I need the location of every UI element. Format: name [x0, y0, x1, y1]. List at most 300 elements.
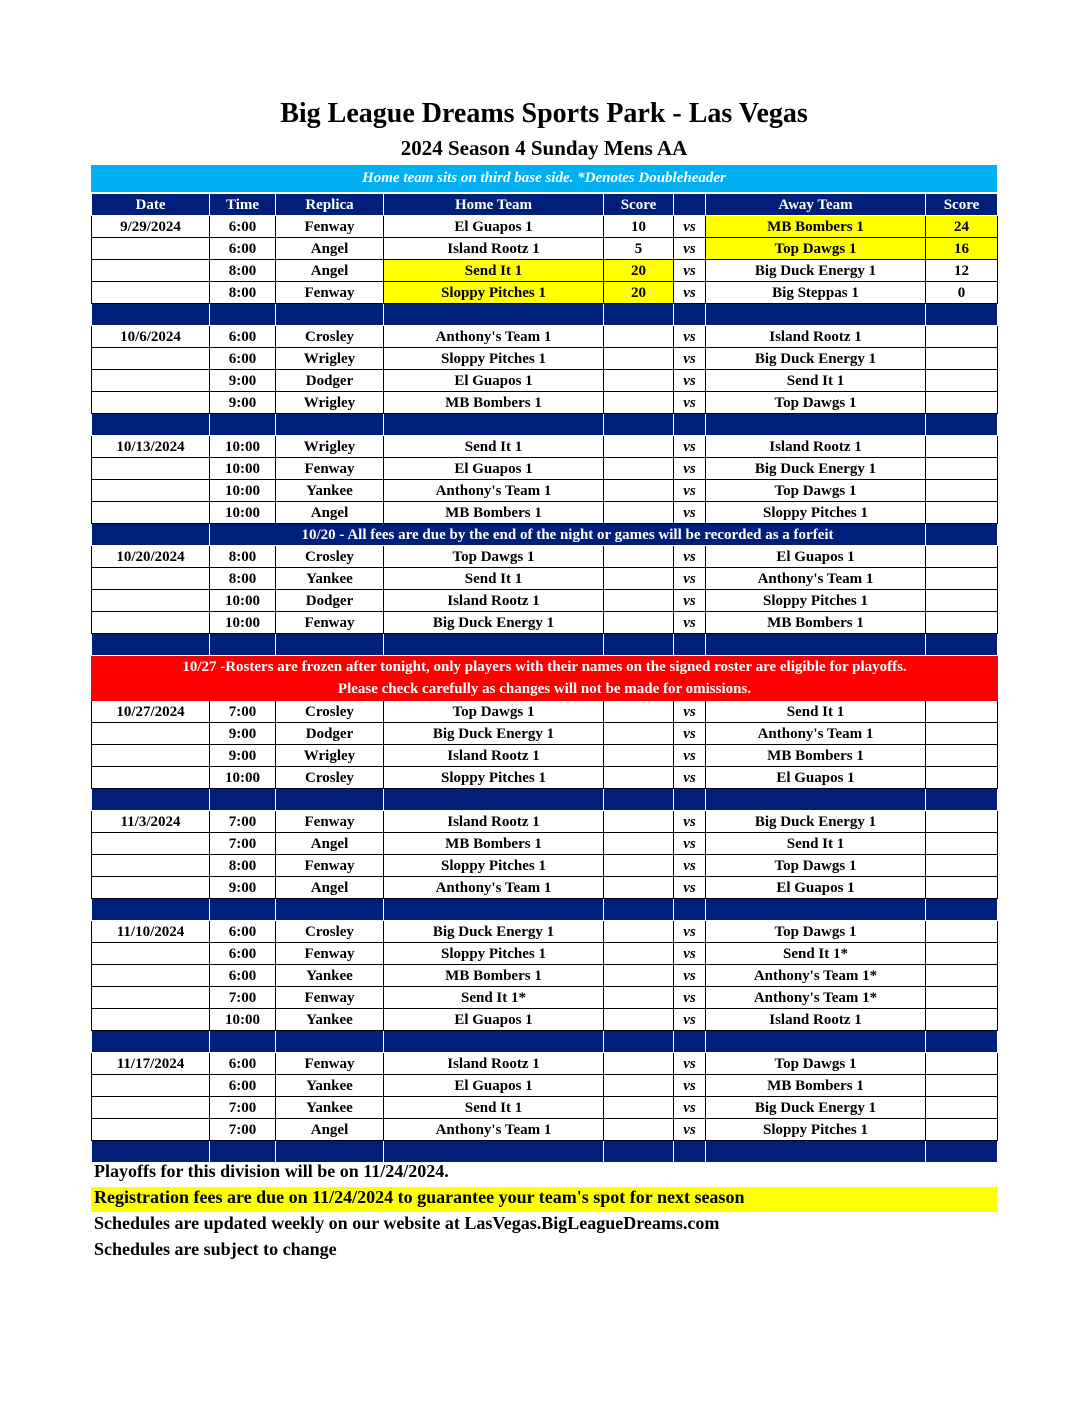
away-score: 12: [926, 260, 998, 282]
game-row: [92, 1119, 998, 1141]
separator-cell: [384, 789, 604, 811]
vs-label: vs: [674, 877, 706, 899]
col-date: Date: [92, 194, 210, 216]
vs-label: vs: [674, 1119, 706, 1141]
col-time: Time: [210, 194, 276, 216]
page-title: Big League Dreams Sports Park - Las Vegas: [280, 98, 808, 129]
home-team: Send It 1: [384, 260, 604, 282]
away-score: [926, 745, 998, 767]
field-replica: Fenway: [276, 458, 384, 480]
game-time: 10:00: [210, 502, 276, 524]
vs-label: vs: [674, 480, 706, 502]
alert-line-2: Please check carefully as changes will not be made for omissions.: [337, 681, 752, 697]
vs-label: vs: [674, 546, 706, 568]
game-date: [92, 767, 210, 789]
game-row: [92, 370, 998, 392]
home-team: El Guapos 1: [384, 216, 604, 238]
field-replica: Wrigley: [276, 745, 384, 767]
away-team: Island Rootz 1: [706, 326, 926, 348]
game-row: [92, 1097, 998, 1119]
separator-cell: [926, 899, 998, 921]
home-team: MB Bombers 1: [384, 502, 604, 524]
separator-cell: [604, 899, 674, 921]
game-date: [92, 855, 210, 877]
schedule-table: [91, 193, 998, 1163]
away-score: [926, 480, 998, 502]
col-home-team: Home Team: [384, 194, 604, 216]
separator-cell: [674, 789, 706, 811]
week-separator: [92, 634, 998, 656]
vs-label: vs: [674, 436, 706, 458]
away-score: [926, 612, 998, 634]
separator-cell: [276, 789, 384, 811]
game-row: [92, 568, 998, 590]
away-score: [926, 767, 998, 789]
game-time: 9:00: [210, 877, 276, 899]
separator-cell: [276, 304, 384, 326]
home-score: [604, 436, 674, 458]
home-score: 5: [604, 238, 674, 260]
vs-label: vs: [674, 1075, 706, 1097]
separator-cell: [706, 1031, 926, 1053]
separator-cell: [210, 1031, 276, 1053]
game-date: 10/13/2024: [92, 436, 210, 458]
banner-spacer: [92, 524, 210, 546]
game-time: 10:00: [210, 480, 276, 502]
away-team: Anthony's Team 1: [706, 723, 926, 745]
vs-label: vs: [674, 811, 706, 833]
game-date: 10/27/2024: [92, 701, 210, 723]
away-team: Top Dawgs 1: [706, 392, 926, 414]
game-date: 11/10/2024: [92, 921, 210, 943]
home-score: [604, 987, 674, 1009]
separator-cell: [926, 304, 998, 326]
vs-label: vs: [674, 370, 706, 392]
home-team: Island Rootz 1: [384, 590, 604, 612]
field-replica: Yankee: [276, 965, 384, 987]
home-team: Top Dawgs 1: [384, 701, 604, 723]
game-date: [92, 480, 210, 502]
game-time: 7:00: [210, 1097, 276, 1119]
game-row: [92, 590, 998, 612]
game-date: 11/3/2024: [92, 811, 210, 833]
away-team: Big Duck Energy 1: [706, 811, 926, 833]
game-date: [92, 392, 210, 414]
away-team: Send It 1: [706, 701, 926, 723]
game-row: [92, 943, 998, 965]
home-team: Island Rootz 1: [384, 811, 604, 833]
game-time: 8:00: [210, 568, 276, 590]
game-row: [92, 745, 998, 767]
home-score: [604, 502, 674, 524]
week-separator: [92, 414, 998, 436]
field-replica: Fenway: [276, 811, 384, 833]
banner-text: 10/20 - All fees are due by the end of the night or games will be recorded as a forfeit: [210, 524, 926, 546]
separator-cell: [674, 414, 706, 436]
game-row: [92, 502, 998, 524]
field-replica: Fenway: [276, 216, 384, 238]
away-score: [926, 1119, 998, 1141]
away-team: Sloppy Pitches 1: [706, 1119, 926, 1141]
home-team: El Guapos 1: [384, 370, 604, 392]
away-team: Top Dawgs 1: [706, 921, 926, 943]
separator-cell: [604, 414, 674, 436]
away-score: [926, 701, 998, 723]
week-separator: [92, 304, 998, 326]
home-score: [604, 811, 674, 833]
game-time: 10:00: [210, 458, 276, 480]
home-score: [604, 1097, 674, 1119]
away-team: Big Duck Energy 1: [706, 260, 926, 282]
field-replica: Angel: [276, 502, 384, 524]
game-row: [92, 458, 998, 480]
away-score: [926, 436, 998, 458]
game-time: 9:00: [210, 392, 276, 414]
page-subtitle: 2024 Season 4 Sunday Mens AA: [400, 136, 688, 160]
game-time: 10:00: [210, 612, 276, 634]
game-row: [92, 348, 998, 370]
game-time: 8:00: [210, 855, 276, 877]
away-score: [926, 1053, 998, 1075]
game-time: 10:00: [210, 767, 276, 789]
game-date: [92, 590, 210, 612]
vs-label: vs: [674, 348, 706, 370]
away-score: [926, 392, 998, 414]
separator-cell: [706, 1141, 926, 1163]
separator-cell: [92, 304, 210, 326]
away-team: MB Bombers 1: [706, 745, 926, 767]
separator-cell: [674, 1141, 706, 1163]
separator-cell: [210, 1141, 276, 1163]
home-team: Anthony's Team 1: [384, 1119, 604, 1141]
game-time: 8:00: [210, 282, 276, 304]
vs-label: vs: [674, 1097, 706, 1119]
away-score: 16: [926, 238, 998, 260]
away-team: Island Rootz 1: [706, 436, 926, 458]
home-team: MB Bombers 1: [384, 392, 604, 414]
home-score: [604, 701, 674, 723]
separator-cell: [706, 789, 926, 811]
separator-cell: [926, 789, 998, 811]
game-row: [92, 216, 998, 238]
away-team: MB Bombers 1: [706, 216, 926, 238]
away-score: [926, 833, 998, 855]
game-date: [92, 238, 210, 260]
home-team: Island Rootz 1: [384, 238, 604, 260]
separator-cell: [210, 634, 276, 656]
game-row: [92, 767, 998, 789]
separator-cell: [276, 634, 384, 656]
fees-banner: [92, 524, 998, 546]
home-team: Big Duck Energy 1: [384, 612, 604, 634]
away-team: Anthony's Team 1*: [706, 987, 926, 1009]
field-replica: Angel: [276, 238, 384, 260]
separator-cell: [384, 1031, 604, 1053]
home-team: Island Rootz 1: [384, 1053, 604, 1075]
separator-cell: [674, 899, 706, 921]
game-time: 9:00: [210, 745, 276, 767]
game-date: [92, 745, 210, 767]
separator-cell: [210, 789, 276, 811]
vs-label: vs: [674, 943, 706, 965]
away-score: [926, 458, 998, 480]
away-score: [926, 1097, 998, 1119]
home-team: Big Duck Energy 1: [384, 921, 604, 943]
away-team: Anthony's Team 1*: [706, 965, 926, 987]
home-score: [604, 612, 674, 634]
separator-cell: [92, 1141, 210, 1163]
away-score: [926, 370, 998, 392]
home-score: 20: [604, 260, 674, 282]
vs-label: vs: [674, 965, 706, 987]
vs-label: vs: [674, 568, 706, 590]
col-away-score: Score: [926, 194, 998, 216]
home-team: Sloppy Pitches 1: [384, 767, 604, 789]
game-date: [92, 833, 210, 855]
away-score: [926, 877, 998, 899]
game-date: [92, 877, 210, 899]
field-replica: Yankee: [276, 480, 384, 502]
separator-cell: [706, 304, 926, 326]
week-separator: [92, 1141, 998, 1163]
game-row: [92, 612, 998, 634]
home-team: Sloppy Pitches 1: [384, 282, 604, 304]
vs-label: vs: [674, 326, 706, 348]
away-score: [926, 1009, 998, 1031]
home-score: [604, 855, 674, 877]
game-row: [92, 480, 998, 502]
away-score: [926, 921, 998, 943]
game-date: [92, 282, 210, 304]
home-team: El Guapos 1: [384, 1009, 604, 1031]
away-score: [926, 987, 998, 1009]
separator-cell: [706, 634, 926, 656]
week-separator: [92, 899, 998, 921]
vs-label: vs: [674, 392, 706, 414]
separator-cell: [92, 1031, 210, 1053]
field-replica: Wrigley: [276, 392, 384, 414]
away-score: [926, 943, 998, 965]
home-team: Anthony's Team 1: [384, 877, 604, 899]
separator-cell: [926, 414, 998, 436]
vs-label: vs: [674, 723, 706, 745]
game-row: [92, 282, 998, 304]
alert-line-1: 10/27 -Rosters are frozen after tonight, only players with their names on the signed roster are eligible for playoffs.: [182, 659, 907, 675]
field-replica: Dodger: [276, 370, 384, 392]
game-time: 6:00: [210, 216, 276, 238]
roster-alert: [92, 656, 998, 701]
home-team: Sloppy Pitches 1: [384, 348, 604, 370]
col-replica: Replica: [276, 194, 384, 216]
separator-cell: [706, 899, 926, 921]
home-score: [604, 767, 674, 789]
game-time: 9:00: [210, 723, 276, 745]
separator-cell: [674, 634, 706, 656]
home-team-note: Home team sits on third base side. *Denotes Doubleheader: [91, 165, 997, 192]
home-score: [604, 1053, 674, 1075]
game-row: [92, 1009, 998, 1031]
field-replica: Crosley: [276, 326, 384, 348]
game-date: 9/29/2024: [92, 216, 210, 238]
away-team: Top Dawgs 1: [706, 855, 926, 877]
home-score: [604, 723, 674, 745]
home-score: [604, 348, 674, 370]
vs-label: vs: [674, 502, 706, 524]
separator-cell: [276, 899, 384, 921]
away-score: [926, 723, 998, 745]
separator-cell: [384, 414, 604, 436]
col-vs: [674, 194, 706, 216]
field-replica: Angel: [276, 877, 384, 899]
away-score: [926, 590, 998, 612]
home-team: Top Dawgs 1: [384, 546, 604, 568]
home-score: [604, 1009, 674, 1031]
home-score: [604, 458, 674, 480]
home-team: Send It 1: [384, 1097, 604, 1119]
game-row: [92, 723, 998, 745]
separator-cell: [604, 304, 674, 326]
away-team: Send It 1: [706, 370, 926, 392]
game-time: 7:00: [210, 833, 276, 855]
away-team: Send It 1*: [706, 943, 926, 965]
separator-cell: [210, 414, 276, 436]
field-replica: Dodger: [276, 590, 384, 612]
home-score: [604, 480, 674, 502]
game-row: [92, 392, 998, 414]
vs-label: vs: [674, 921, 706, 943]
vs-label: vs: [674, 216, 706, 238]
game-date: 10/20/2024: [92, 546, 210, 568]
home-team: El Guapos 1: [384, 458, 604, 480]
game-date: [92, 568, 210, 590]
game-time: 7:00: [210, 701, 276, 723]
home-team: MB Bombers 1: [384, 965, 604, 987]
game-time: 6:00: [210, 1075, 276, 1097]
vs-label: vs: [674, 767, 706, 789]
home-score: [604, 921, 674, 943]
away-team: Sloppy Pitches 1: [706, 590, 926, 612]
game-time: 8:00: [210, 260, 276, 282]
separator-cell: [384, 304, 604, 326]
vs-label: vs: [674, 1053, 706, 1075]
separator-cell: [92, 789, 210, 811]
home-score: [604, 370, 674, 392]
game-row: [92, 546, 998, 568]
game-date: [92, 370, 210, 392]
playoffs-note: Playoffs for this division will be on 11/24/2024.: [94, 1161, 449, 1181]
game-row: [92, 1053, 998, 1075]
game-row: [92, 811, 998, 833]
home-team: Big Duck Energy 1: [384, 723, 604, 745]
field-replica: Wrigley: [276, 436, 384, 458]
field-replica: Crosley: [276, 921, 384, 943]
game-row: [92, 921, 998, 943]
away-score: [926, 1075, 998, 1097]
away-team: Top Dawgs 1: [706, 238, 926, 260]
separator-cell: [604, 1031, 674, 1053]
field-replica: Fenway: [276, 612, 384, 634]
game-row: [92, 965, 998, 987]
field-replica: Fenway: [276, 1053, 384, 1075]
separator-cell: [604, 789, 674, 811]
away-score: [926, 326, 998, 348]
field-replica: Yankee: [276, 1075, 384, 1097]
vs-label: vs: [674, 855, 706, 877]
home-score: [604, 833, 674, 855]
vs-label: vs: [674, 458, 706, 480]
away-team: Anthony's Team 1: [706, 568, 926, 590]
game-row: [92, 238, 998, 260]
home-score: [604, 546, 674, 568]
home-team: Anthony's Team 1: [384, 326, 604, 348]
home-score: [604, 1075, 674, 1097]
game-date: [92, 612, 210, 634]
banner-spacer: [926, 524, 998, 546]
game-time: 10:00: [210, 1009, 276, 1031]
home-team: Send It 1: [384, 436, 604, 458]
away-score: [926, 965, 998, 987]
separator-cell: [92, 899, 210, 921]
separator-cell: [384, 899, 604, 921]
game-date: [92, 943, 210, 965]
separator-cell: [276, 414, 384, 436]
alert-text: [92, 656, 998, 701]
game-row: [92, 1075, 998, 1097]
separator-cell: [276, 1141, 384, 1163]
game-time: 7:00: [210, 1119, 276, 1141]
col-home-score: Score: [604, 194, 674, 216]
game-row: [92, 701, 998, 723]
game-time: 6:00: [210, 326, 276, 348]
field-replica: Yankee: [276, 1009, 384, 1031]
away-team: MB Bombers 1: [706, 612, 926, 634]
home-team: Sloppy Pitches 1: [384, 855, 604, 877]
vs-label: vs: [674, 238, 706, 260]
website-note: Schedules are updated weekly on our website at LasVegas.BigLeagueDreams.com: [94, 1213, 720, 1233]
separator-cell: [210, 304, 276, 326]
game-date: 10/6/2024: [92, 326, 210, 348]
game-date: [92, 723, 210, 745]
game-time: 9:00: [210, 370, 276, 392]
away-team: Island Rootz 1: [706, 1009, 926, 1031]
game-row: [92, 260, 998, 282]
separator-cell: [674, 1031, 706, 1053]
home-score: 20: [604, 282, 674, 304]
home-team: Anthony's Team 1: [384, 480, 604, 502]
separator-cell: [604, 1141, 674, 1163]
change-note: Schedules are subject to change: [94, 1239, 337, 1259]
away-score: 24: [926, 216, 998, 238]
away-score: [926, 502, 998, 524]
game-row: [92, 855, 998, 877]
game-time: 7:00: [210, 811, 276, 833]
home-team: Sloppy Pitches 1: [384, 943, 604, 965]
field-replica: Yankee: [276, 1097, 384, 1119]
away-team: Top Dawgs 1: [706, 1053, 926, 1075]
game-date: [92, 1075, 210, 1097]
table-header-row: [92, 194, 998, 216]
game-date: [92, 1119, 210, 1141]
away-team: Big Steppas 1: [706, 282, 926, 304]
field-replica: Angel: [276, 1119, 384, 1141]
game-date: [92, 260, 210, 282]
game-date: [92, 965, 210, 987]
home-score: [604, 568, 674, 590]
separator-cell: [384, 1141, 604, 1163]
game-date: [92, 987, 210, 1009]
away-score: [926, 855, 998, 877]
game-time: 6:00: [210, 921, 276, 943]
